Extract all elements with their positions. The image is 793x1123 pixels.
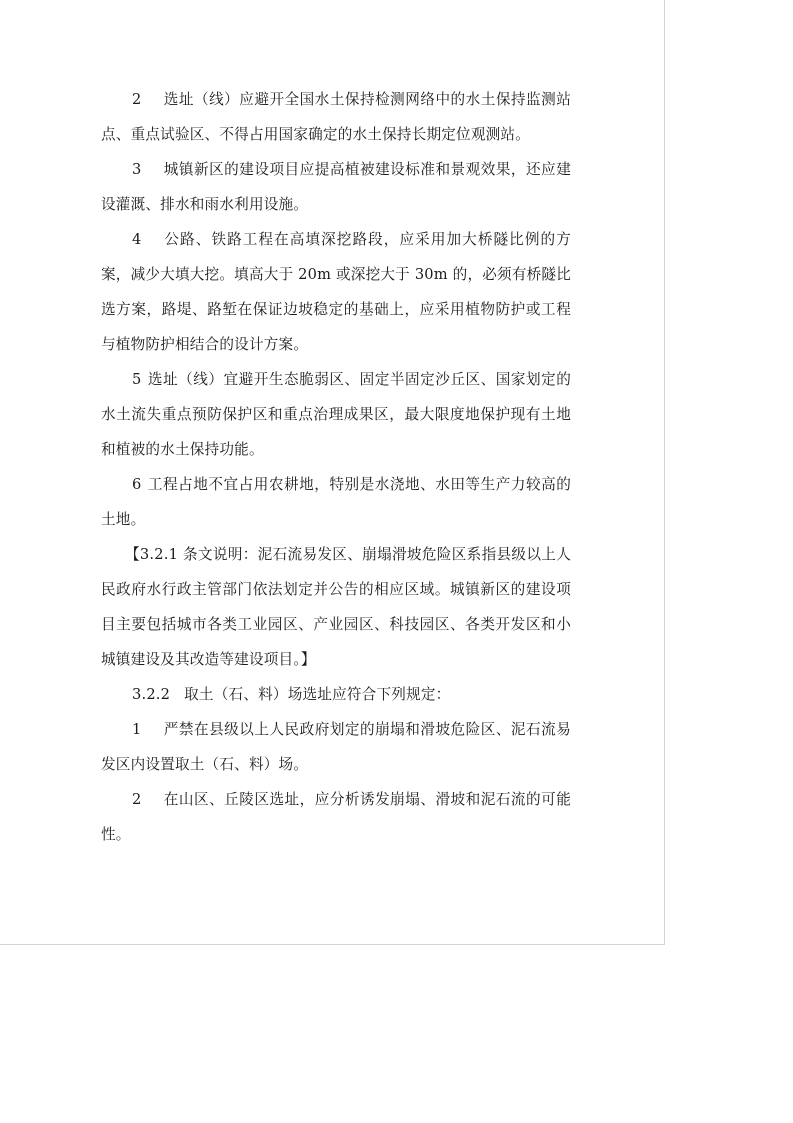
item-number: 5 [132, 371, 142, 388]
paragraph-text: 取土（石、料）场选址应符合下列规定： [184, 686, 451, 703]
item-number: 2 [132, 791, 142, 808]
item-number: 4 [132, 231, 142, 248]
paragraph-text: 【3.2.1 条文说明：泥石流易发区、崩塌滑坡危险区系指县级以上人民政府水行政主管部门依法划定并公告的相应区域。城镇新区的建设项目主要包括城市各类工业园区、产业园区、科技园区、各类开发区和小城镇建设及其改造等建设项目。】 [101, 546, 571, 668]
clause-explanation [101, 537, 571, 677]
item-number: 1 [132, 721, 142, 738]
paragraph-text: 在山区、丘陵区选址，应分析诱发崩塌、滑坡和泥石流的可能性。 [101, 791, 571, 843]
clause-heading-3-2-2 [101, 677, 571, 712]
paragraph-item-5 [101, 362, 571, 467]
paragraph-item-3 [101, 152, 571, 222]
paragraph-item-2 [101, 82, 571, 152]
paragraph-item-4 [101, 222, 571, 362]
document-body [101, 82, 571, 852]
paragraph-text: 选址（线）宜避开生态脆弱区、固定半固定沙丘区、国家划定的水土流失重点预防保护区和重点治理成果区，最大限度地保护现有土地和植被的水土保持功能。 [101, 371, 571, 458]
paragraph-text: 工程占地不宜占用农耕地，特别是水浇地、水田等生产力较高的土地。 [101, 476, 571, 528]
paragraph-text: 严禁在县级以上人民政府划定的崩塌和滑坡危险区、泥石流易发区内设置取土（石、料）场。 [101, 721, 571, 773]
item-number: 6 [132, 476, 142, 493]
item-number: 2 [132, 91, 142, 108]
paragraph-text: 城镇新区的建设项目应提高植被建设标准和景观效果，还应建设灌溉、排水和雨水利用设施。 [101, 161, 571, 213]
clause-number: 3.2.2 [132, 686, 171, 703]
item-number: 3 [132, 161, 142, 178]
paragraph-item-6 [101, 467, 571, 537]
paragraph-text: 选址（线）应避开全国水土保持检测网络中的水土保持监测站点、重点试验区、不得占用国家确定的水土保持长期定位观测站。 [101, 91, 571, 143]
paragraph-text: 公路、铁路工程在高填深挖路段，应采用加大桥隧比例的方案，减少大填大挖。填高大于 20m 或深挖大于 30m 的，必须有桥隧比选方案，路堤、路堑在保证边坡稳定的基础上，应采用植物防护或工程与植物防护相结合的设计方案。 [101, 231, 572, 353]
paragraph-item-1 [101, 712, 571, 782]
paragraph-item-2b [101, 782, 571, 852]
